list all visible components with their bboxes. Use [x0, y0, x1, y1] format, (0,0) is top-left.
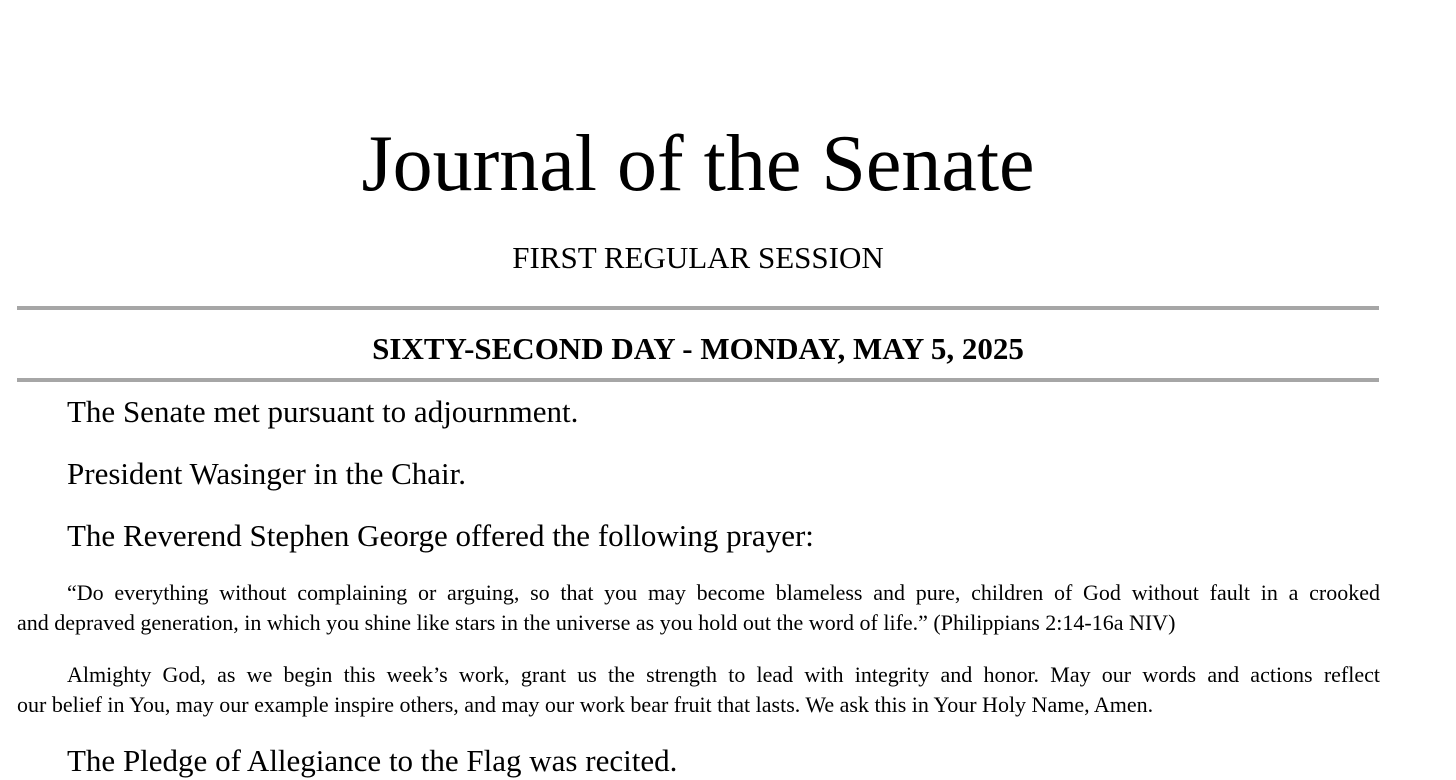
top-divider	[17, 306, 1379, 310]
paragraph-scripture	[17, 578, 1380, 638]
paragraph-met: The Senate met pursuant to adjournment.	[67, 394, 579, 429]
prayer-line-1: Almighty God, as we begin this week’s work, grant us the strength to lead with integrity and honor. May our words and actions reflect	[67, 662, 1380, 687]
scripture-line-1: “Do everything without complaining or arguing, so that you may become blameless and pure, children of God without fault in a crooked	[67, 580, 1380, 605]
scripture-line-2: and depraved generation, in which you shine like stars in the universe as you hold out the word of life.” (Philippians 2:14-16a NIV)	[17, 610, 1176, 635]
paragraph-chair: President Wasinger in the Chair.	[67, 456, 467, 491]
paragraph-pledge: The Pledge of Allegiance to the Flag was recited.	[67, 743, 678, 778]
day-heading: SIXTY-SECOND DAY - MONDAY, MAY 5, 2025	[372, 331, 1024, 366]
session-label: FIRST REGULAR SESSION	[512, 240, 884, 275]
journal-title: Journal of the Senate	[361, 120, 1035, 208]
prayer-line-2: our belief in You, may our example inspire others, and may our work bear fruit that lasts. We ask this in Your Holy Name, Amen.	[17, 692, 1154, 717]
paragraph-prayer	[17, 660, 1380, 720]
paragraph-prayer-intro: The Reverend Stephen George offered the following prayer:	[67, 518, 814, 553]
bottom-divider	[17, 378, 1379, 382]
